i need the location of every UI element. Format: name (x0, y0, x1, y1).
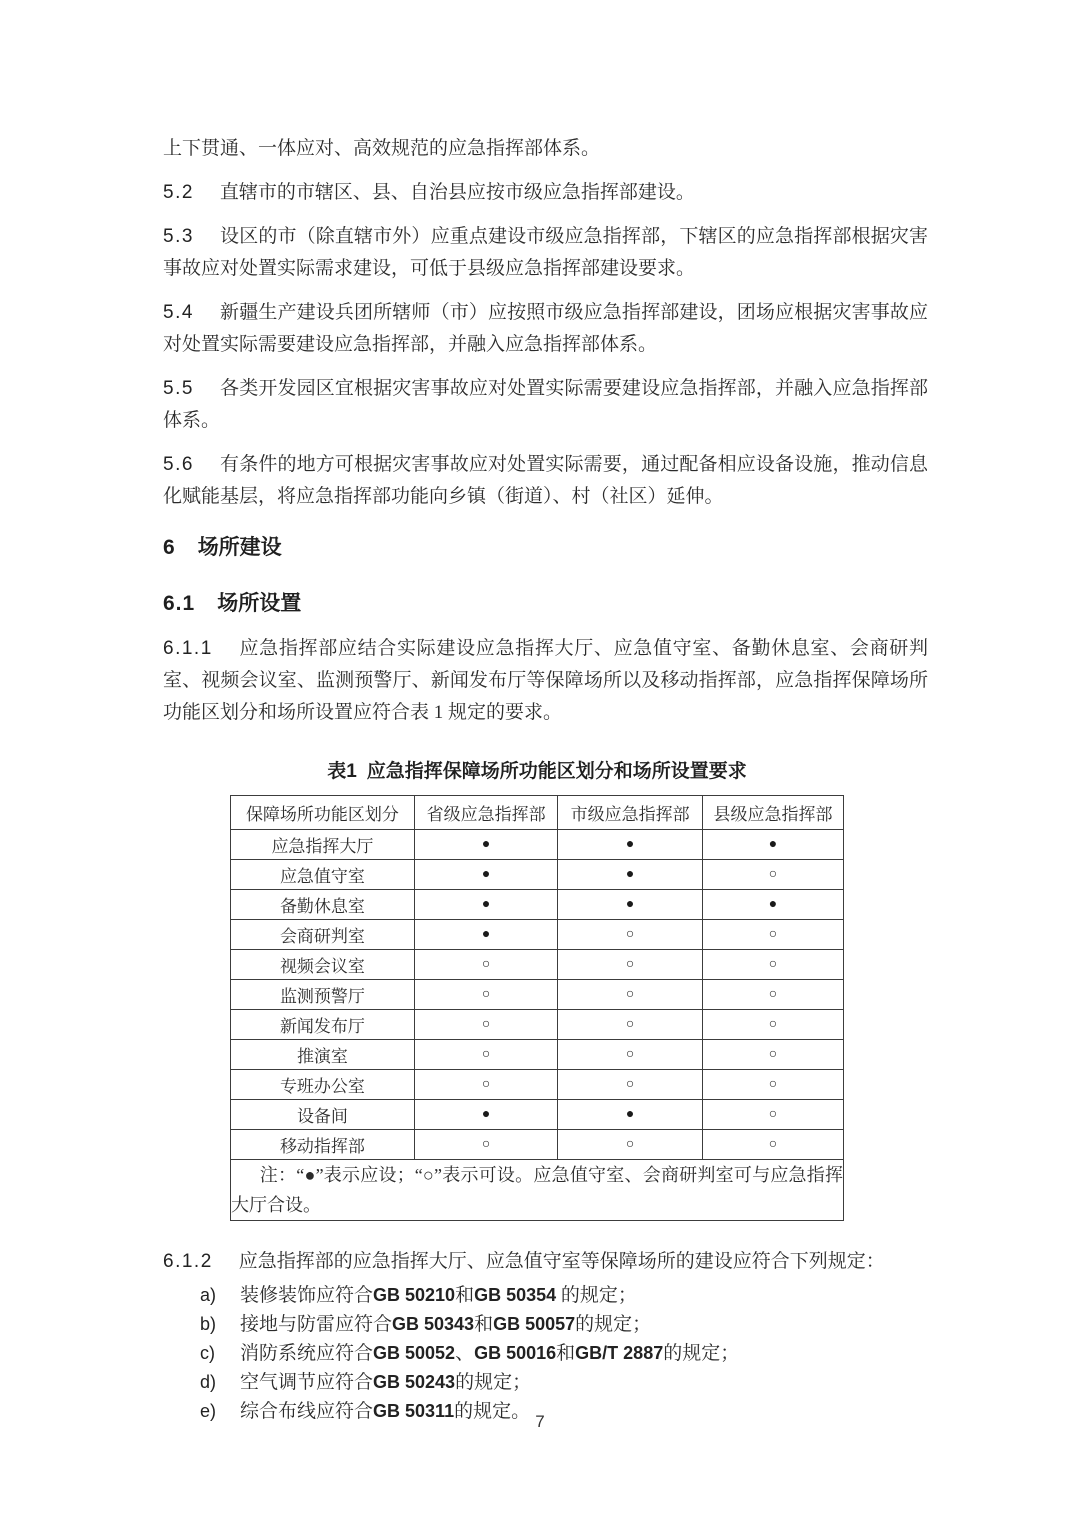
text-segment: 和 (474, 1314, 494, 1335)
clause-text: 应急指挥部的应急指挥大厅、应急值守室等保障场所的建设应符合下列规定： (238, 1251, 885, 1272)
list-item-text (240, 1339, 928, 1368)
table-row (231, 890, 844, 920)
mark-cell: ○ (702, 1100, 843, 1130)
row-label: 备勤休息室 (231, 890, 415, 920)
mark-cell: ○ (702, 1130, 843, 1160)
mark-cell: ○ (702, 860, 843, 890)
row-label: 移动指挥部 (231, 1130, 415, 1160)
list-item-marker: c) (200, 1343, 215, 1363)
table-caption-title: 应急指挥保障场所功能区划分和场所设置要求 (366, 761, 747, 782)
text-segment: 、 (455, 1343, 475, 1364)
mark-cell: ○ (702, 1040, 843, 1070)
text-segment: 的规定。 (454, 1401, 531, 1422)
table-header-row (231, 796, 844, 830)
clause-text: 设区的市（除直辖市外）应重点建设市级应急指挥部，下辖区的应急指挥部根据灾害事故应对处置实际需求建设，可低于县级应急指挥部建设要求。 (163, 226, 928, 279)
mark-cell: ● (558, 1100, 703, 1130)
list-item-text (240, 1281, 928, 1310)
table-row (231, 950, 844, 980)
standard-code: GB/T 2887 (575, 1343, 664, 1363)
list-item-a (200, 1281, 928, 1310)
list-item-marker: a) (200, 1285, 217, 1305)
list-item-d (200, 1368, 928, 1397)
text-segment: 空气调节应符合 (240, 1372, 374, 1393)
mark-cell: ○ (414, 980, 557, 1010)
column-header: 市级应急指挥部 (558, 796, 703, 830)
paragraph-5-2 (163, 177, 928, 209)
row-label: 专班办公室 (231, 1070, 415, 1100)
standard-code: GB 50311 (373, 1401, 455, 1421)
mark-cell: ○ (558, 950, 703, 980)
row-label: 监测预警厅 (231, 980, 415, 1010)
section-6-heading (163, 533, 928, 563)
table-row (231, 920, 844, 950)
mark-cell: ● (414, 920, 557, 950)
clause-text: 有条件的地方可根据灾害事故应对处置实际需要，通过配备相应设备设施，推动信息化赋能基层，将应急指挥部功能向乡镇（街道）、村（社区）延伸。 (163, 454, 928, 507)
table-row (231, 980, 844, 1010)
table-row (231, 1130, 844, 1160)
mark-cell: ○ (414, 1010, 557, 1040)
mark-cell: ○ (558, 1010, 703, 1040)
mark-cell: ○ (414, 1070, 557, 1100)
mark-cell: ○ (702, 920, 843, 950)
table-note: 注：“●”表示应设；“○”表示可设。应急值守室、会商研判室可与应急指挥大厅合设。 (231, 1165, 843, 1215)
mark-cell: ○ (414, 1040, 557, 1070)
section-title: 场所设置 (217, 592, 302, 615)
row-label: 应急指挥大厅 (231, 830, 415, 860)
mark-cell: ○ (558, 1040, 703, 1070)
text-segment: 接地与防雷应符合 (240, 1314, 393, 1335)
standard-code: GB 50354 (474, 1285, 557, 1305)
mark-cell: ● (414, 860, 557, 890)
clause-number: 5.6 (163, 454, 194, 475)
mark-cell: ● (414, 890, 557, 920)
text-segment: 装修装饰应符合 (240, 1285, 374, 1306)
text-segment: 消防系统应符合 (240, 1343, 374, 1364)
table-caption-number: 表1 (327, 761, 357, 782)
section-6-1-heading (163, 589, 928, 619)
paragraph-6-1-1 (163, 633, 928, 729)
standard-code: GB 50052 (373, 1343, 456, 1363)
standard-code: GB 50057 (493, 1314, 576, 1334)
list-item-c (200, 1339, 928, 1368)
clause-text: 直辖市的市辖区、县、自治县应按市级应急指挥部建设。 (219, 182, 695, 203)
table-row (231, 1070, 844, 1100)
clause-number: 5.2 (163, 182, 194, 203)
paragraph-5-5 (163, 373, 928, 437)
clause-text: 应急指挥部应结合实际建设应急指挥大厅、应急值守室、备勤休息室、会商研判室、视频会议室、监测预警厅、新闻发布厅等保障场所以及移动指挥部，应急指挥保障场所功能区划分和场所设置应符合表 1 规定的要求。 (163, 638, 928, 723)
text-segment: 的规定； (455, 1372, 532, 1393)
list-item-text (240, 1310, 928, 1339)
paragraph-intro: 上下贯通、一体应对、高效规范的应急指挥部体系。 (163, 138, 601, 159)
mark-cell: ○ (558, 980, 703, 1010)
clause-text: 新疆生产建设兵团所辖师（市）应按照市级应急指挥部建设，团场应根据灾害事故应对处置实际需要建设应急指挥部，并融入应急指挥部体系。 (163, 302, 928, 355)
list-item-marker: e) (200, 1401, 217, 1421)
table-note-cell (231, 1160, 844, 1221)
mark-cell: ○ (558, 920, 703, 950)
mark-cell: ● (414, 1100, 557, 1130)
column-header: 省级应急指挥部 (414, 796, 557, 830)
row-label: 应急值守室 (231, 860, 415, 890)
text-segment: 的规定； (663, 1343, 740, 1364)
row-label: 推演室 (231, 1040, 415, 1070)
table-row (231, 1040, 844, 1070)
text-segment: 和 (556, 1343, 576, 1364)
table-row (231, 1100, 844, 1130)
row-label: 会商研判室 (231, 920, 415, 950)
mark-cell: ● (702, 890, 843, 920)
page-number: 7 (535, 1412, 545, 1431)
clause-number: 6.1.1 (163, 638, 213, 659)
mark-cell: ○ (558, 1130, 703, 1160)
section-title: 场所建设 (197, 536, 282, 559)
mark-cell: ○ (702, 1010, 843, 1040)
mark-cell: ○ (414, 1130, 557, 1160)
row-label: 新闻发布厅 (231, 1010, 415, 1040)
mark-cell: ● (414, 830, 557, 860)
text-segment: 综合布线应符合 (240, 1401, 374, 1422)
table-note-row (231, 1160, 844, 1221)
mark-cell: ○ (414, 950, 557, 980)
clause-text: 各类开发园区宜根据灾害事故应对处置实际需要建设应急指挥部，并融入应急指挥部体系。 (163, 378, 928, 431)
mark-cell: ○ (702, 980, 843, 1010)
mark-cell: ● (702, 830, 843, 860)
text-segment: 的规定； (575, 1314, 652, 1335)
list-item-b (200, 1310, 928, 1339)
row-label: 设备间 (231, 1100, 415, 1130)
section-number: 6 (163, 536, 176, 559)
list-item-text (240, 1368, 928, 1397)
mark-cell: ○ (702, 950, 843, 980)
text-segment: 和 (455, 1285, 475, 1306)
standard-code: GB 50343 (392, 1314, 475, 1334)
section-number: 6.1 (163, 592, 196, 615)
clause-number: 6.1.2 (163, 1251, 213, 1272)
clause-number: 5.3 (163, 226, 194, 247)
list-item-marker: b) (200, 1314, 217, 1334)
clause-number: 5.5 (163, 378, 194, 399)
paragraph-6-1-2 (163, 1247, 928, 1277)
mark-cell: ○ (558, 1070, 703, 1100)
table-row (231, 860, 844, 890)
mark-cell: ○ (702, 1070, 843, 1100)
row-label: 视频会议室 (231, 950, 415, 980)
paragraph-5-3 (163, 221, 928, 285)
mark-cell: ● (558, 860, 703, 890)
table-row (231, 1010, 844, 1040)
mark-cell: ● (558, 830, 703, 860)
paragraph-5-6 (163, 449, 928, 513)
requirements-table (230, 795, 844, 1221)
table-1-block (230, 759, 844, 1221)
column-header: 县级应急指挥部 (702, 796, 843, 830)
paragraph-5-4 (163, 297, 928, 361)
standard-code: GB 50210 (373, 1285, 456, 1305)
clause-number: 5.4 (163, 302, 194, 323)
text-segment: 的规定； (556, 1285, 637, 1306)
list-item-marker: d) (200, 1372, 217, 1392)
mark-cell: ● (558, 890, 703, 920)
table-1-caption (230, 759, 844, 785)
standard-code: GB 50016 (474, 1343, 557, 1363)
standard-code: GB 50243 (373, 1372, 456, 1392)
table-row (231, 830, 844, 860)
column-header: 保障场所功能区划分 (231, 796, 415, 830)
regulation-list (163, 1281, 928, 1426)
